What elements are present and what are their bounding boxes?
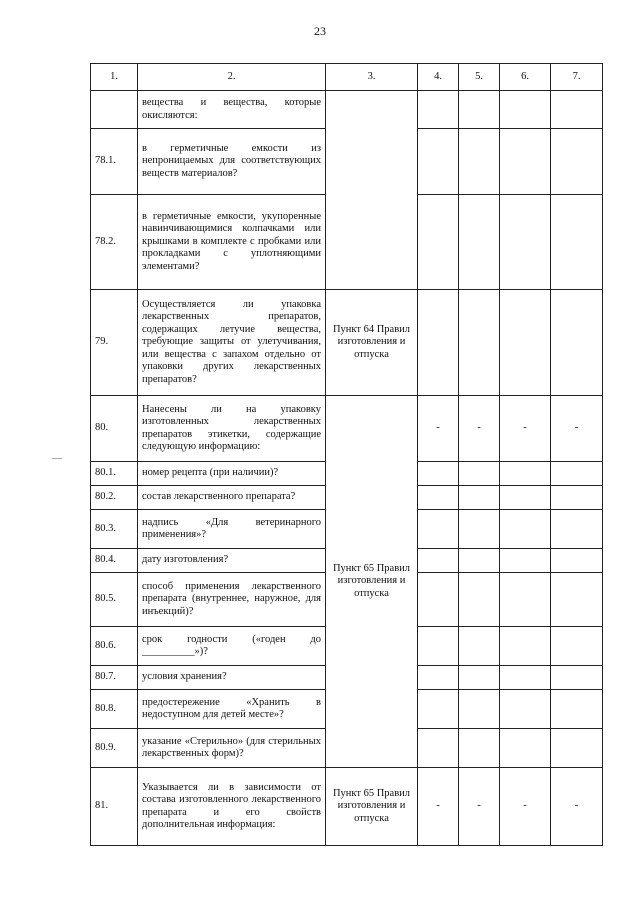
mark-na[interactable] (500, 573, 551, 627)
mark-no[interactable]: - (459, 396, 500, 462)
row-number: 81. (91, 768, 138, 846)
question-text: в герметичные емкости из непроницаемых для соответствующих веществ материалов? (138, 129, 326, 195)
mark-no[interactable] (459, 510, 500, 549)
header-row (91, 64, 603, 91)
mark-no[interactable] (459, 690, 500, 729)
row-number: 80.5. (91, 573, 138, 627)
mark-note[interactable] (551, 510, 603, 549)
page-number: 23 (314, 24, 326, 38)
row-number: 80.1. (91, 462, 138, 486)
mark-no[interactable] (459, 462, 500, 486)
mark-no[interactable] (459, 729, 500, 768)
mark-yes[interactable] (418, 549, 459, 573)
question-text: условия хранения? (138, 666, 326, 690)
mark-no[interactable] (459, 129, 500, 195)
mark-na[interactable] (500, 462, 551, 486)
question-text: срок годности («годен до __________»)? (138, 627, 326, 666)
mark-na[interactable] (500, 690, 551, 729)
header-col-7: 7. (551, 64, 603, 91)
mark-note[interactable] (551, 690, 603, 729)
mark-yes[interactable] (418, 573, 459, 627)
mark-yes[interactable] (418, 91, 459, 129)
mark-note[interactable] (551, 573, 603, 627)
question-text: надпись «Для ветеринарного применения»? (138, 510, 326, 549)
header-col-3: 3. (326, 64, 418, 91)
question-text: в герметичные емкости, укупоренные навинчивающимися колпачками или крышками в комплекте с пробками или прокладками с уплотняющими элементами? (138, 195, 326, 290)
mark-note[interactable] (551, 627, 603, 666)
question-text: Указывается ли в зависимости от состава изготовленного лекарственного препарата и его свойств дополнительная информация: (138, 768, 326, 846)
header-col-5: 5. (459, 64, 500, 91)
mark-no[interactable] (459, 627, 500, 666)
question-text: дату изготовления? (138, 549, 326, 573)
mark-yes[interactable] (418, 486, 459, 510)
mark-na[interactable] (500, 290, 551, 396)
requirement-ref: Пункт 65 Правил изготовления и отпуска (326, 396, 418, 768)
mark-yes[interactable] (418, 510, 459, 549)
mark-yes[interactable] (418, 195, 459, 290)
row-number: 80. (91, 396, 138, 462)
mark-note[interactable] (551, 462, 603, 486)
mark-yes[interactable] (418, 129, 459, 195)
mark-na[interactable] (500, 195, 551, 290)
question-text: предостережение «Хранить в недоступном для детей месте»? (138, 690, 326, 729)
mark-no[interactable] (459, 486, 500, 510)
mark-yes[interactable] (418, 690, 459, 729)
row-number: 79. (91, 290, 138, 396)
mark-na[interactable] (500, 729, 551, 768)
mark-note[interactable] (551, 290, 603, 396)
mark-note[interactable] (551, 486, 603, 510)
row-number: 80.4. (91, 549, 138, 573)
question-text: номер рецепта (при наличии)? (138, 462, 326, 486)
mark-no[interactable]: - (459, 768, 500, 846)
mark-no[interactable] (459, 195, 500, 290)
mark-note[interactable] (551, 195, 603, 290)
question-text: указание «Стерильно» (для стерильных лекарственных форм)? (138, 729, 326, 768)
requirement-ref: Пункт 65 Правил изготовления и отпуска (326, 768, 418, 846)
question-text: вещества и вещества, которые окисляются: (138, 91, 326, 129)
table-row (91, 290, 603, 396)
mark-na[interactable] (500, 549, 551, 573)
mark-na[interactable] (500, 91, 551, 129)
scan-mark (52, 458, 62, 459)
mark-na[interactable] (500, 510, 551, 549)
mark-yes[interactable] (418, 666, 459, 690)
row-number (91, 91, 138, 129)
mark-yes[interactable] (418, 729, 459, 768)
row-number: 80.6. (91, 627, 138, 666)
row-number: 78.2. (91, 195, 138, 290)
row-number: 80.3. (91, 510, 138, 549)
row-number: 80.9. (91, 729, 138, 768)
mark-no[interactable] (459, 666, 500, 690)
mark-na[interactable] (500, 627, 551, 666)
checklist-table (90, 63, 603, 846)
question-text: Нанесены ли на упаковку изготовленных лекарственных препаратов этикетки, содержащие следующую информацию: (138, 396, 326, 462)
mark-no[interactable] (459, 573, 500, 627)
mark-yes[interactable]: - (418, 396, 459, 462)
question-text: Осуществляется ли упаковка лекарственных препаратов, содержащих летучие вещества, требующие защиты от улетучивания, или вещества с запахом отдельно от упаковки других лекарственных препаратов? (138, 290, 326, 396)
header-col-2: 2. (138, 64, 326, 91)
mark-note[interactable] (551, 666, 603, 690)
question-text: состав лекарственного препарата? (138, 486, 326, 510)
mark-note[interactable] (551, 549, 603, 573)
mark-na[interactable]: - (500, 396, 551, 462)
mark-no[interactable] (459, 91, 500, 129)
mark-yes[interactable] (418, 290, 459, 396)
header-col-4: 4. (418, 64, 459, 91)
mark-note[interactable] (551, 129, 603, 195)
mark-no[interactable] (459, 549, 500, 573)
mark-na[interactable] (500, 666, 551, 690)
requirement-ref: Пункт 64 Правил изготовления и отпуска (326, 290, 418, 396)
requirement-ref-empty (326, 91, 418, 290)
row-number: 80.8. (91, 690, 138, 729)
mark-yes[interactable]: - (418, 768, 459, 846)
table-row (91, 768, 603, 846)
mark-na[interactable] (500, 486, 551, 510)
row-number: 78.1. (91, 129, 138, 195)
mark-note[interactable]: - (551, 768, 603, 846)
table-row (91, 396, 603, 462)
mark-no[interactable] (459, 290, 500, 396)
mark-note[interactable]: - (551, 396, 603, 462)
row-number: 80.7. (91, 666, 138, 690)
mark-note[interactable] (551, 729, 603, 768)
mark-yes[interactable] (418, 462, 459, 486)
mark-yes[interactable] (418, 627, 459, 666)
header-col-6: 6. (500, 64, 551, 91)
mark-na[interactable] (500, 129, 551, 195)
mark-note[interactable] (551, 91, 603, 129)
header-col-1: 1. (91, 64, 138, 91)
table-row (91, 91, 603, 129)
mark-na[interactable]: - (500, 768, 551, 846)
row-number: 80.2. (91, 486, 138, 510)
question-text: способ применения лекарственного препарата (внутреннее, наружное, для инъекций)? (138, 573, 326, 627)
